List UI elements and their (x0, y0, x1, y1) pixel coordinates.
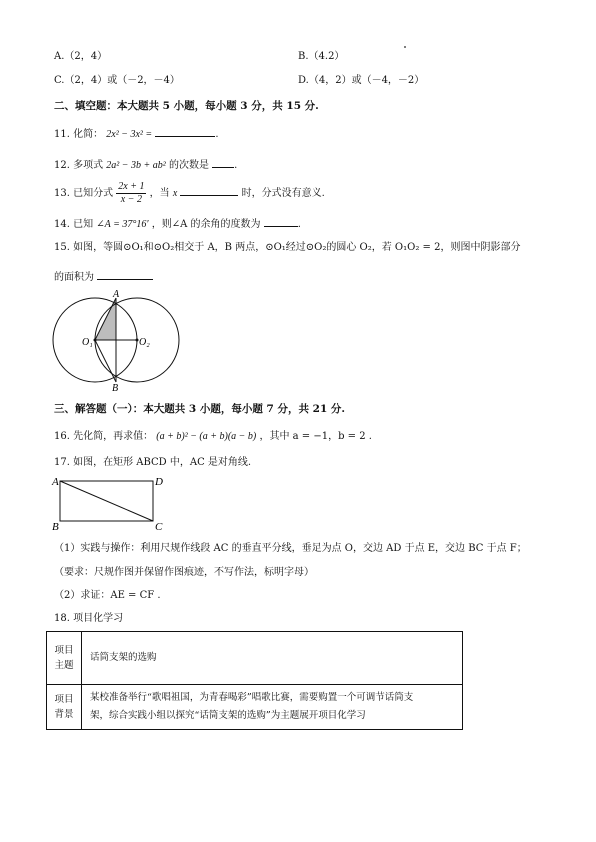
q14-end: . (297, 219, 301, 230)
q12-text-after: 的次数是 (168, 160, 209, 171)
option-c: C.（2，4）或（－2，－4） (54, 75, 180, 86)
q12-number: 12. (54, 160, 70, 171)
q11-expression: 2x² − 3x² = (106, 129, 153, 140)
row-header-line-2: 主题 (54, 660, 74, 671)
q17-figure (50, 474, 170, 534)
option-a: A.（2，4） (54, 51, 108, 62)
row-content-line-1: 某校准备举行“歌唱祖国，为青春喝彩”唱歌比赛，需要购置一个可调节话筒支 (90, 692, 414, 703)
q16-expression: (a + b)² − (a + b)(a − b) (156, 431, 257, 442)
question-11 (54, 126, 219, 141)
q13-number: 13. (54, 188, 70, 199)
q17-part-1-note: （要求：尺规作图并保留作图痕迹，不写作法，标明字母） (54, 567, 314, 578)
label-b: B (52, 521, 59, 533)
question-14 (54, 216, 301, 231)
row-content-line-2: 架，综合实践小组以探究“话筒支架的选购”为主题展开项目化学习 (90, 710, 366, 722)
q15-number: 15. (54, 242, 70, 253)
row-header-line-1: 项目 (54, 644, 74, 656)
q12-end: . (234, 160, 238, 171)
q13-text-after: 时，分式没有意义. (241, 188, 325, 199)
table-row (47, 685, 463, 730)
q13-fraction (116, 181, 146, 206)
label-o2: O₂ (139, 337, 150, 348)
q11-text: 化简： (73, 129, 104, 140)
label-a: A (52, 476, 59, 488)
q16-text-before: 先化简，再求值： (73, 431, 154, 442)
label-c: C (155, 521, 163, 533)
row-header-line-2: 背景 (54, 709, 74, 721)
question-15-line-1 (54, 242, 520, 254)
row-content (82, 632, 463, 685)
q12-text-before: 多项式 (73, 160, 104, 171)
table-row (47, 632, 463, 685)
q13-text-before: 已知分式 (73, 188, 114, 199)
q16-number: 16. (54, 431, 70, 442)
row-header-line-1: 项目 (54, 693, 74, 705)
q11-answer-blank[interactable] (155, 126, 215, 137)
q17-intro: 如图，在矩形 ABCD 中，AC 是对角线. (73, 457, 252, 468)
q13-text-mid: ，当 (149, 188, 170, 199)
section-2-heading: 二、填空题：本大题共 5 小题，每小题 3 分，共 15 分. (54, 100, 319, 112)
q11-end: . (215, 129, 219, 140)
q13-variable: x (172, 188, 178, 199)
q15-line2: 的面积为 (54, 272, 94, 283)
row-header (47, 632, 82, 685)
row-content-line-1: 话筒支架的选购 (90, 651, 157, 663)
stray-dot (404, 46, 406, 48)
question-13 (54, 181, 325, 206)
q15-line1: 如图，等圆⊙O₁和⊙O₂相交于 A，B 两点，⊙O₁经过⊙O₂的圆心 O₂，若 O₁O₂ = 2，则图中阴影部分 (73, 242, 521, 253)
q14-expression: ∠A = 37°16′ (96, 219, 149, 230)
label-o1: O₁ (82, 337, 93, 348)
option-b: B.（4.2） (298, 51, 345, 62)
row-header (47, 685, 82, 730)
question-15-line-2 (54, 269, 153, 284)
point-o1 (94, 339, 97, 342)
q15-answer-blank[interactable] (97, 269, 153, 280)
q14-number: 14. (54, 219, 70, 230)
q12-expression: 2a² − 3b + ab² (106, 160, 166, 171)
question-18 (54, 613, 123, 625)
section-3-heading: 三、解答题（一）：本大题共 3 小题，每小题 7 分，共 21 分. (54, 403, 346, 415)
q17-part-2: （2）求证：AE = CF . (54, 590, 161, 601)
option-d: D.（4，2）或（－4，－2） (298, 75, 425, 86)
label-b: B (112, 383, 119, 392)
project-table (46, 631, 463, 730)
q16-text-after: ，其中 a = −1，b = 2 . (259, 431, 372, 442)
question-12 (54, 157, 237, 172)
q15-figure (46, 288, 186, 392)
q18-title: 项目化学习 (73, 613, 124, 624)
q13-numerator: 2x + 1 (118, 181, 145, 192)
q18-number: 18. (54, 613, 70, 624)
q13-denominator: x − 2 (120, 194, 142, 205)
q14-text-after: ，则∠A 的余角的度数为 (151, 219, 261, 230)
question-17 (54, 457, 251, 469)
label-a: A (113, 289, 120, 300)
diagonal-ac (60, 481, 153, 521)
q14-text-before: 已知 (73, 219, 94, 230)
q17-number: 17. (54, 457, 70, 468)
label-d: D (155, 476, 163, 488)
q13-answer-blank[interactable] (180, 185, 238, 196)
row-content (82, 685, 463, 730)
q14-answer-blank[interactable] (264, 216, 298, 227)
q17-part-1: （1）实践与操作：利用尺规作线段 AC 的垂直平分线，垂足为点 O，交边 AD 于点 E，交边 BC 于点 F； (54, 543, 527, 554)
question-16 (54, 431, 372, 443)
q12-answer-blank[interactable] (212, 157, 234, 168)
q11-number: 11. (54, 129, 70, 140)
